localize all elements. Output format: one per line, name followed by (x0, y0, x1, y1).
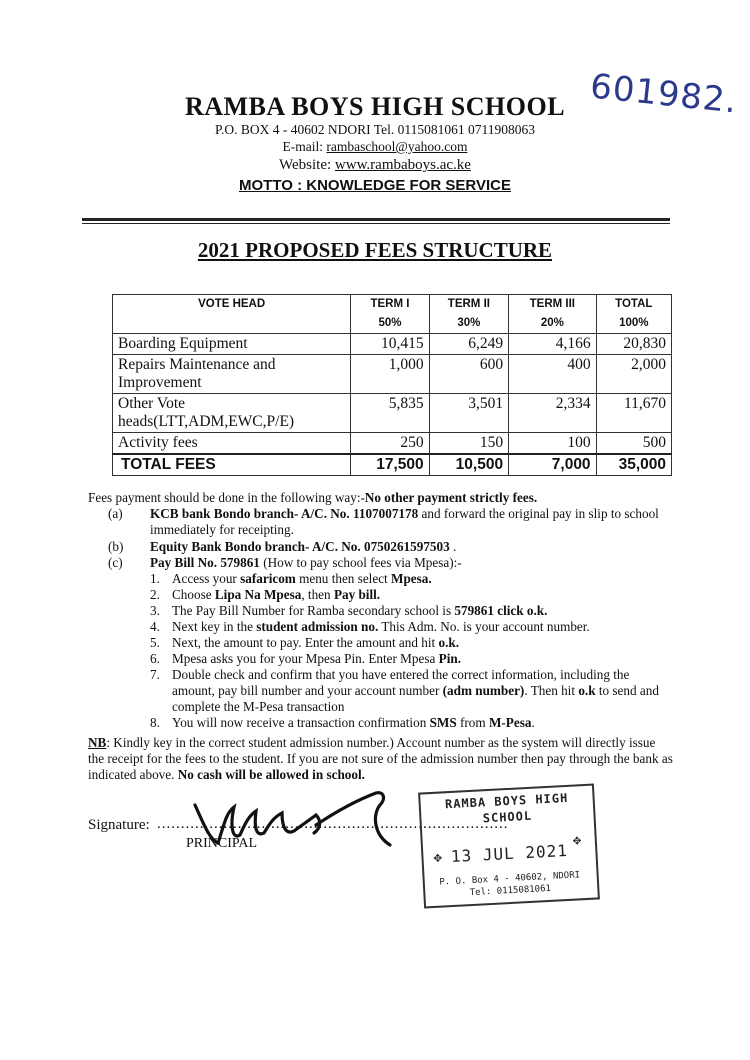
term-2-total: 10,500 (429, 454, 508, 476)
admission-number-note: NB: Kindly key in the correct student admission number.) Account number as the system will directly issue the receipt for the fees to the student. If you are not sure of the admission number then pay through the bank as indicated above. No cash will be allowed in school. (88, 735, 673, 782)
step-number: 8. (150, 715, 160, 730)
total-fees-row (113, 454, 672, 476)
principal-signature (190, 785, 420, 855)
total-value: 2,000 (596, 355, 671, 394)
mpesa-step (150, 715, 670, 731)
step-text: Choose (172, 587, 215, 602)
term-3-value: 2,334 (509, 394, 596, 433)
option-c-label: (c) (108, 555, 123, 570)
mpesa-step (150, 667, 670, 715)
step-number: 3. (150, 603, 160, 618)
document-title: 2021 PROPOSED FEES STRUCTURE (197, 238, 553, 262)
stamp-telephone: Tel: 0115081061 (469, 883, 552, 899)
step-number: 6. (150, 651, 160, 666)
header-divider-thin (82, 223, 670, 224)
term-1-value: 250 (351, 433, 429, 455)
row-label: Boarding Equipment (113, 334, 351, 355)
postal-address: P.O. BOX 4 - 40602 NDORI Tel. 0115081061 0711908063 (215, 122, 535, 137)
step-text: Mpesa asks you for your Mpesa Pin. Enter Mpesa (172, 651, 439, 666)
header-divider-thick (82, 218, 670, 221)
signature-label: Signature: (88, 817, 150, 833)
option-a-label: (a) (108, 506, 123, 521)
stamp-school-label: SCHOOL (482, 808, 533, 826)
step-text: to send and complete the M-Pesa transaction (172, 683, 659, 714)
school-motto: MOTTO : KNOWLEDGE FOR SERVICE (239, 177, 511, 194)
step-text: , then (301, 587, 334, 602)
step-text: Lipa Na Mpesa (214, 587, 302, 602)
step-text: M-Pesa (488, 715, 532, 730)
handwritten-reference-number: 601982. (588, 66, 740, 122)
mpesa-step (150, 651, 670, 667)
email-link[interactable]: rambaschool@yahoo.com (326, 139, 468, 154)
term-3-total: 7,000 (509, 454, 596, 476)
step-text: from (456, 715, 489, 730)
step-text: Double check and confirm that you have entered the correct information, including the amount, pay bill number and your account number (172, 667, 630, 698)
mpesa-step (150, 635, 670, 651)
row-label: Repairs Maintenance and Improvement (113, 355, 351, 394)
step-number: 5. (150, 635, 160, 650)
step-text: o.k. (438, 635, 460, 650)
step-number: 1. (150, 571, 160, 586)
grand-total: 35,000 (596, 454, 671, 476)
option-b-equity-bank: Equity Bank Bondo branch- A/C. No. 0750261597503 . (150, 539, 457, 554)
step-text: Mpesa. (391, 571, 432, 586)
stamp-date: 13 JUL 2021 (450, 840, 569, 867)
header-total: TOTAL 100% (596, 295, 671, 334)
step-text: Next key in the (172, 619, 257, 634)
stamp-star-icon: ✥ (572, 832, 582, 849)
step-number: 2. (150, 587, 160, 602)
step-text: Next, the amount to pay. Enter the amount and hit (172, 635, 439, 650)
step-text: . (531, 715, 535, 730)
signature-line: .......................................................................... (157, 816, 509, 832)
row-label: Activity fees (113, 433, 351, 455)
total-value: 20,830 (596, 334, 671, 355)
website-label: Website: (279, 157, 335, 173)
step-text: student admission no. (256, 619, 379, 634)
step-text: o.k (578, 683, 596, 698)
table-row (113, 334, 672, 355)
option-b-label: (b) (108, 539, 124, 554)
step-text: . Then hit (524, 683, 579, 698)
term-2-value: 3,501 (429, 394, 508, 433)
school-stamp (418, 783, 600, 908)
table-header-row (113, 295, 672, 334)
stamp-school-name: RAMBA BOYS HIGH (444, 790, 569, 812)
mpesa-step (150, 571, 670, 587)
header-term-3: TERM III 20% (509, 295, 596, 334)
payment-intro: Fees payment should be done in the following way:-No other payment strictly fees. (88, 490, 538, 505)
term-1-value: 1,000 (351, 355, 429, 394)
stamp-address: P. O. Box 4 - 40602, NDORI (439, 870, 581, 888)
option-c-paybill: Pay Bill No. 579861 (How to pay school fees via Mpesa):- (150, 555, 462, 570)
term-2-value: 600 (429, 355, 508, 394)
step-text: (adm number) (442, 683, 525, 698)
mpesa-step (150, 587, 670, 603)
website-link[interactable]: www.rambaboys.ac.ke (334, 157, 471, 173)
table-row (113, 394, 672, 433)
email-line (0, 139, 750, 155)
table-row (113, 433, 672, 455)
step-text: The Pay Bill Number for Ramba secondary school is (172, 603, 455, 618)
total-value: 11,670 (596, 394, 671, 433)
header-vote-head: VOTE HEAD (113, 295, 351, 334)
row-label: Other Vote heads(LTT,ADM,EWC,P/E) (113, 394, 351, 433)
total-value: 500 (596, 433, 671, 455)
term-3-value: 4,166 (509, 334, 596, 355)
principal-title: PRINCIPAL (186, 836, 258, 851)
total-label: TOTAL FEES (113, 454, 351, 476)
school-name: RAMBA BOYS HIGH SCHOOL (184, 92, 566, 121)
term-2-value: 6,249 (429, 334, 508, 355)
mpesa-steps-list (150, 571, 670, 731)
website-line (0, 157, 750, 174)
step-text: You will now receive a transaction confirmation (172, 715, 430, 730)
term-2-value: 150 (429, 433, 508, 455)
term-3-value: 100 (509, 433, 596, 455)
mpesa-step (150, 619, 670, 635)
term-1-value: 10,415 (351, 334, 429, 355)
email-label: E-mail: (282, 139, 327, 154)
term-1-value: 5,835 (351, 394, 429, 433)
step-text: safaricom (240, 571, 296, 586)
step-text: Pay bill. (333, 587, 381, 602)
option-a-kcb-bank: KCB bank Bondo branch- A/C. No. 1107007178 and forward the original pay in slip to school immediately for receipting. (150, 506, 659, 537)
term-3-value: 400 (509, 355, 596, 394)
step-number: 7. (150, 667, 160, 682)
step-text: Pin. (438, 651, 461, 666)
step-text: menu then select (295, 571, 392, 586)
step-text: 579861 click o.k. (454, 603, 548, 618)
mpesa-step (150, 603, 670, 619)
term-1-total: 17,500 (351, 454, 429, 476)
step-number: 4. (150, 619, 160, 634)
table-row (113, 355, 672, 394)
fees-structure-table (112, 294, 672, 476)
header-term-2: TERM II 30% (429, 295, 508, 334)
step-text: Access your (172, 571, 241, 586)
step-text: SMS (429, 715, 457, 730)
step-text: This Adm. No. is your account number. (378, 619, 590, 634)
stamp-star-icon: ✥ (433, 849, 443, 866)
header-term-1: TERM I 50% (351, 295, 429, 334)
